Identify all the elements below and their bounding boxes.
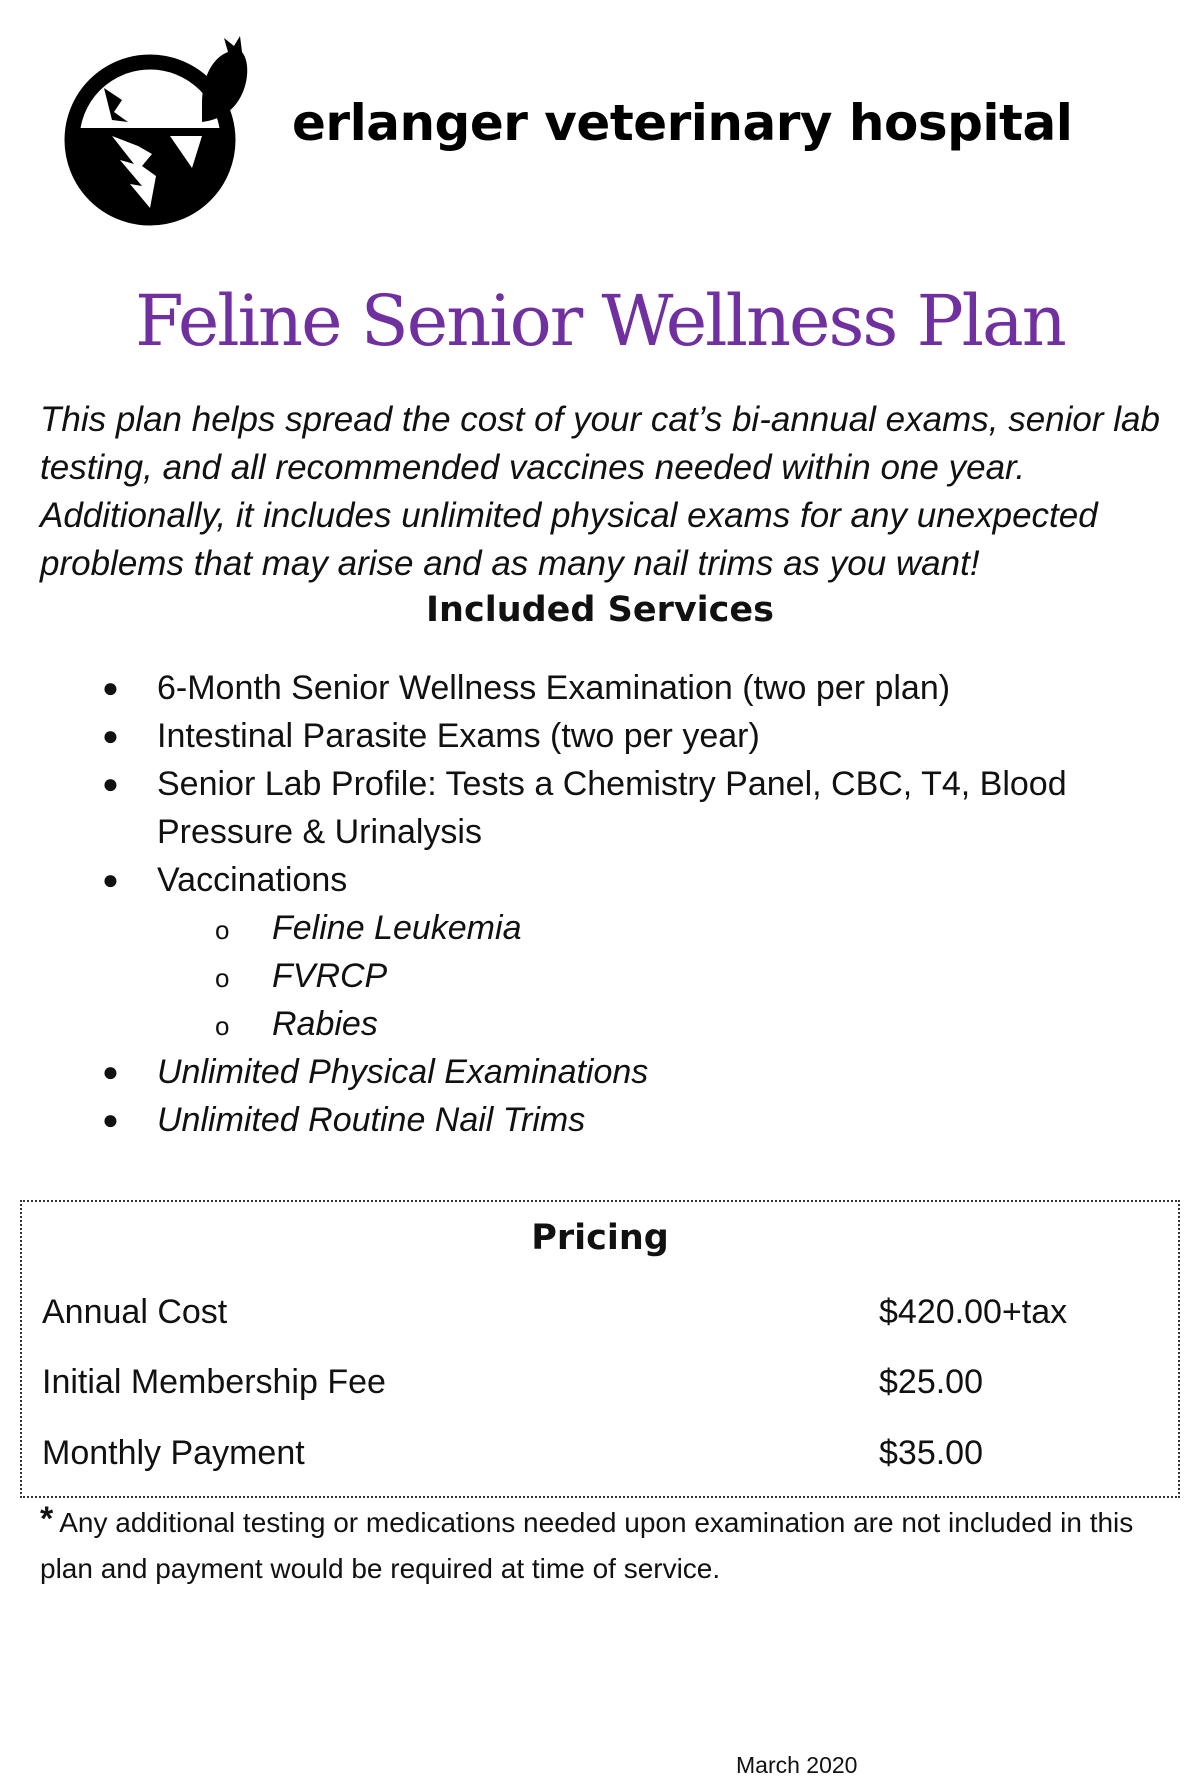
- cat-circle-logo-icon: [52, 28, 252, 228]
- bullet-icon: ●: [102, 672, 119, 703]
- list-item: [155, 952, 1200, 1000]
- bullet-icon: ●: [102, 864, 119, 895]
- list-item: [155, 904, 1200, 952]
- service-label: Senior Lab Profile: Tests a Chemistry Panel, CBC, T4, Blood Pressure & Urinalysis: [157, 765, 1067, 851]
- price-row: [42, 1358, 1152, 1406]
- footnote-text: Any additional testing or medications needed upon examination are not included in this plan and payment would be required at time of service.: [40, 1507, 1134, 1584]
- list-item: [0, 760, 1200, 856]
- service-label: Intestinal Parasite Exams (two per year): [157, 717, 760, 755]
- price-row: [42, 1429, 1152, 1477]
- circle-bullet-icon: o: [215, 915, 230, 945]
- bullet-icon: ●: [102, 720, 119, 751]
- bullet-icon: ●: [102, 768, 119, 799]
- price-label: Monthly Payment: [42, 1434, 305, 1472]
- list-item: [0, 856, 1200, 1048]
- service-label: Vaccinations: [157, 861, 348, 899]
- plan-description: This plan helps spread the cost of your cat’s bi-annual exams, senior lab testing, and all recommended vaccines needed within one year. Additionally, it includes unlimited physical exams for any unexpected problems that may arise and as many nail trims as you want!: [40, 400, 1160, 583]
- included-services-heading: Included Services: [426, 590, 774, 630]
- pricing-box: [20, 1200, 1180, 1498]
- circle-bullet-icon: o: [215, 963, 230, 993]
- list-item: [0, 1096, 1200, 1144]
- price-value: $25.00: [879, 1363, 983, 1401]
- list-item: [0, 1048, 1200, 1096]
- price-value: $420.00+tax: [879, 1293, 1068, 1331]
- list-item: [0, 664, 1200, 712]
- vaccinations-list: [157, 904, 1200, 1048]
- price-label: Annual Cost: [42, 1293, 228, 1331]
- footnote: [40, 1496, 1170, 1592]
- price-value: $35.00: [879, 1434, 983, 1472]
- service-label: Unlimited Physical Examinations: [157, 1053, 649, 1091]
- bullet-icon: ●: [102, 1104, 119, 1135]
- service-label: Unlimited Routine Nail Trims: [157, 1101, 586, 1139]
- list-item: [0, 712, 1200, 760]
- vaccine-label: Rabies: [272, 1005, 378, 1043]
- hospital-name: erlanger veterinary hospital: [292, 94, 1073, 152]
- services-list: [0, 664, 1200, 1144]
- price-label: Initial Membership Fee: [42, 1363, 386, 1401]
- bullet-icon: ●: [102, 1056, 119, 1087]
- price-row: [42, 1288, 1152, 1336]
- plan-title: Feline Senior Wellness Plan: [135, 280, 1065, 362]
- revision-date: March 2020: [736, 1752, 858, 1778]
- vaccine-label: FVRCP: [272, 957, 388, 995]
- pricing-heading: Pricing: [531, 1218, 669, 1258]
- list-item: [155, 1000, 1200, 1048]
- vaccine-label: Feline Leukemia: [272, 909, 522, 947]
- service-label: 6-Month Senior Wellness Examination (two per plan): [157, 669, 951, 707]
- asterisk-icon: *: [40, 1500, 54, 1538]
- circle-bullet-icon: o: [215, 1011, 230, 1041]
